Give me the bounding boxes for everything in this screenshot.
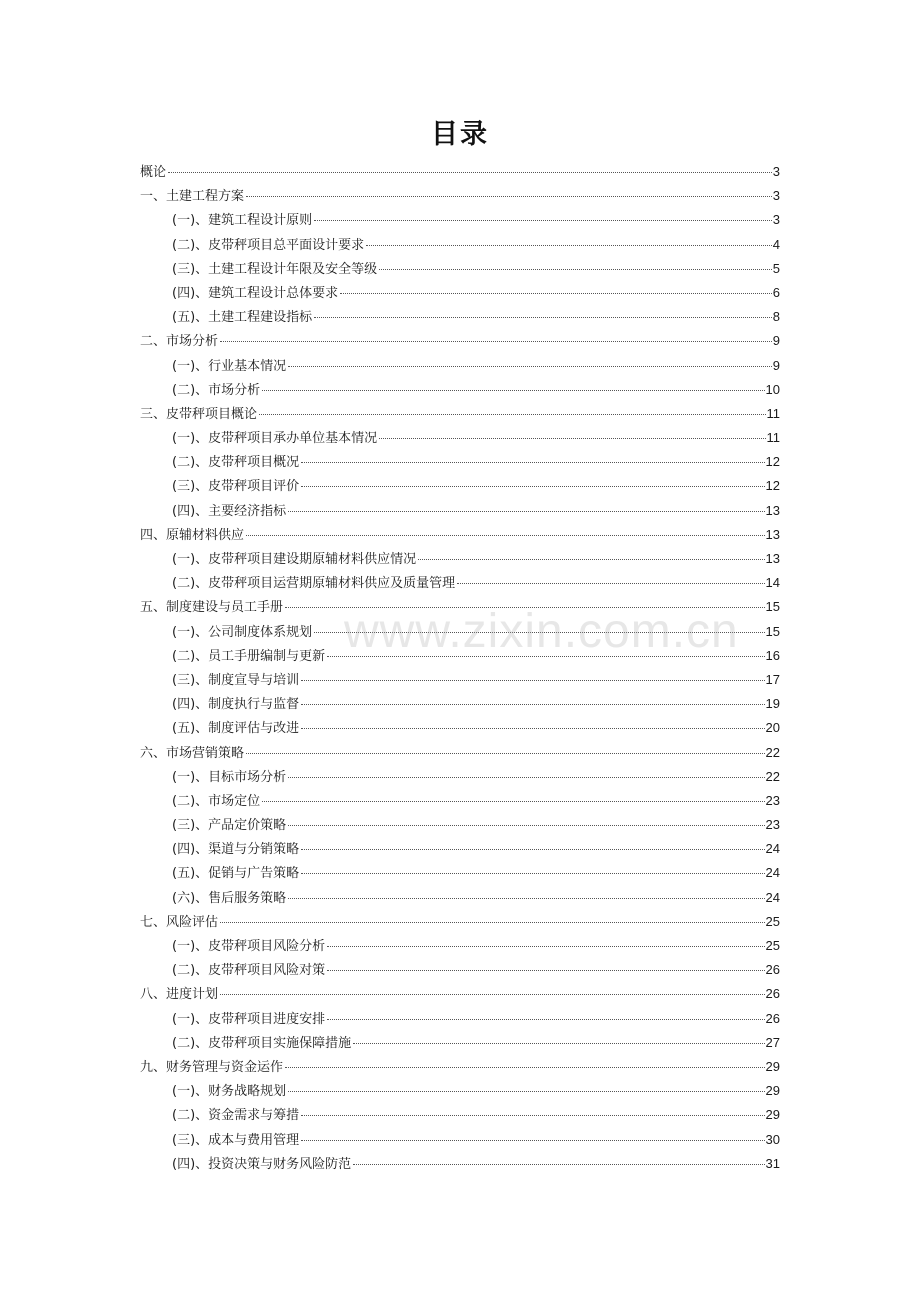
dot-leader	[246, 184, 772, 197]
toc-page-number: 26	[765, 962, 780, 978]
toc-section-entry[interactable]	[140, 1031, 780, 1055]
dot-leader	[288, 886, 764, 899]
toc-page-number: 12	[765, 478, 780, 494]
toc-entry-label: 五、制度建设与员工手册	[140, 600, 284, 616]
dot-leader	[262, 378, 764, 391]
toc-entry-label: 一、土建工程方案	[140, 189, 245, 205]
toc-page-number: 3	[772, 164, 780, 179]
toc-page-number: 6	[772, 284, 780, 300]
dot-leader	[301, 474, 764, 487]
toc-entry-label: (一)、公司制度体系规划	[172, 624, 313, 640]
toc-entry-label: (一)、皮带秤项目建设期原辅材料供应情况	[172, 552, 417, 567]
toc-section-entry[interactable]	[140, 305, 780, 329]
toc-entry-label: 七、风险评估	[140, 914, 219, 930]
toc-entry-label: (三)、产品定价策略	[172, 818, 287, 834]
dot-leader	[353, 1152, 764, 1165]
dot-leader	[301, 1128, 764, 1141]
dot-leader	[301, 1103, 764, 1116]
toc-entry-label: (一)、行业基本情况	[172, 358, 287, 374]
toc-page-number: 24	[765, 865, 780, 881]
toc-entry-label: (二)、员工手册编制与更新	[172, 648, 326, 664]
toc-entry-label: (六)、售后服务策略	[172, 890, 287, 906]
toc-section-entry[interactable]	[140, 861, 780, 885]
toc-page-number: 11	[766, 430, 780, 446]
toc-section-entry[interactable]	[140, 1152, 780, 1176]
toc-page-number: 24	[765, 841, 780, 857]
dot-leader	[168, 160, 772, 173]
watermark: www.zixin.com.cn	[344, 605, 739, 658]
toc-chapter-entry[interactable]	[140, 595, 780, 619]
dot-leader	[301, 716, 764, 729]
toc-entry-label: (一)、目标市场分析	[172, 769, 287, 785]
toc-section-entry[interactable]	[140, 692, 780, 716]
dot-leader	[327, 934, 764, 947]
toc-section-entry[interactable]	[140, 1128, 780, 1152]
toc-page-number: 23	[765, 817, 780, 833]
toc-entry-label: 九、财务管理与资金运作	[140, 1059, 284, 1075]
dot-leader	[301, 692, 764, 705]
dot-leader	[246, 741, 765, 754]
toc-section-entry[interactable]	[140, 1103, 780, 1127]
toc-section-entry[interactable]	[140, 765, 780, 789]
toc-section-entry[interactable]	[140, 571, 780, 595]
toc-page-number: 9	[772, 357, 780, 373]
toc-entry-label: 八、进度计划	[140, 987, 219, 1003]
toc-section-entry[interactable]	[140, 257, 780, 281]
toc-entry-label: (一)、皮带秤项目风险分析	[172, 939, 326, 954]
toc-page-number: 26	[765, 1010, 780, 1026]
toc-chapter-entry[interactable]	[140, 523, 780, 547]
toc-section-entry[interactable]	[140, 813, 780, 837]
toc-page-number: 29	[765, 1058, 780, 1074]
toc-entry-label: (一)、建筑工程设计原则	[172, 213, 313, 229]
dot-leader	[262, 789, 764, 802]
toc-page-number: 12	[765, 454, 780, 470]
toc-section-entry[interactable]	[140, 644, 780, 668]
dot-leader	[379, 257, 772, 270]
toc-section-entry[interactable]	[140, 208, 780, 232]
toc-page-number: 25	[765, 938, 780, 953]
toc-entry-label: 四、原辅材料供应	[140, 527, 245, 543]
dot-leader	[327, 958, 764, 971]
dot-leader	[288, 1079, 764, 1092]
toc-entry-label: (四)、制度执行与监督	[172, 697, 300, 713]
toc-section-entry[interactable]	[140, 354, 780, 378]
toc-entry-label: (五)、促销与广告策略	[172, 866, 300, 882]
dot-leader	[220, 982, 765, 995]
dot-leader	[353, 1031, 764, 1044]
toc-chapter-entry[interactable]	[140, 741, 780, 765]
toc-entry-label: (四)、投资决策与财务风险防范	[172, 1156, 352, 1172]
toc-page-number: 10	[765, 381, 780, 397]
toc-entry-label: (四)、渠道与分销策略	[172, 842, 300, 858]
toc-chapter-entry[interactable]	[140, 982, 780, 1006]
dot-leader	[327, 1007, 764, 1020]
toc-chapter-entry[interactable]	[140, 329, 780, 353]
toc-page-number: 29	[765, 1107, 780, 1123]
toc-entry-label: (二)、皮带秤项目风险对策	[172, 963, 326, 979]
dot-leader	[301, 668, 764, 681]
toc-page-number: 26	[765, 986, 780, 1002]
toc-page-number: 13	[765, 551, 780, 566]
dot-leader	[418, 547, 764, 560]
toc-section-entry[interactable]	[140, 886, 780, 910]
toc-page-number: 17	[765, 671, 780, 687]
toc-section-entry[interactable]	[140, 934, 780, 958]
dot-leader	[288, 499, 764, 512]
toc-chapter-entry[interactable]	[140, 160, 780, 184]
toc-page-number: 15	[765, 599, 780, 615]
dot-leader	[285, 595, 765, 608]
toc-entry-label: (二)、皮带秤项目总平面设计要求	[172, 237, 365, 253]
toc-page-number: 19	[765, 696, 780, 712]
dot-leader	[285, 1055, 765, 1068]
toc-page-number: 16	[765, 647, 780, 663]
dot-leader	[220, 910, 765, 923]
toc-entry-label: (二)、市场定位	[172, 793, 261, 809]
dot-leader	[301, 450, 764, 463]
toc-page-number: 5	[772, 260, 780, 276]
toc-page-number: 20	[765, 720, 780, 736]
toc-entry-label: (三)、皮带秤项目评价	[172, 479, 300, 495]
dot-leader	[220, 329, 772, 342]
toc-section-entry[interactable]	[140, 233, 780, 257]
dot-leader	[314, 208, 772, 221]
toc-page-number: 13	[765, 526, 780, 542]
toc-page-number: 25	[765, 913, 780, 929]
toc-page-number: 22	[765, 744, 780, 760]
dot-leader	[246, 523, 765, 536]
toc-page-number: 24	[765, 889, 780, 905]
toc-entry-label: (二)、皮带秤项目概况	[172, 455, 300, 471]
toc-entry-label: (三)、成本与费用管理	[172, 1132, 300, 1148]
toc-section-entry[interactable]	[140, 1007, 780, 1031]
toc-entry-label: (三)、土建工程设计年限及安全等级	[172, 261, 378, 277]
toc-chapter-entry[interactable]	[140, 1055, 780, 1079]
table-of-contents	[140, 160, 780, 1176]
dot-leader	[366, 233, 772, 246]
toc-entry-label: (二)、皮带秤项目运营期原辅材料供应及质量管理	[172, 576, 456, 592]
toc-page-number: 30	[765, 1131, 780, 1147]
dot-leader	[457, 571, 764, 584]
toc-entry-label: (四)、建筑工程设计总体要求	[172, 285, 339, 301]
toc-page-number: 13	[765, 502, 780, 518]
toc-chapter-entry[interactable]	[140, 402, 780, 426]
dot-leader	[314, 305, 772, 318]
dot-leader	[288, 813, 764, 826]
toc-entry-label: (四)、主要经济指标	[172, 503, 287, 519]
toc-section-entry[interactable]	[140, 958, 780, 982]
toc-page-number: 8	[772, 309, 780, 325]
toc-page-number: 15	[765, 623, 780, 639]
toc-entry-label: (二)、市场分析	[172, 382, 261, 398]
toc-entry-label: (一)、皮带秤项目承办单位基本情况	[172, 431, 378, 447]
toc-section-entry[interactable]	[140, 499, 780, 523]
toc-entry-label: 二、市场分析	[140, 334, 219, 350]
toc-entry-label: (二)、皮带秤项目实施保障措施	[172, 1035, 352, 1051]
dot-leader	[301, 837, 764, 850]
toc-page-number: 9	[772, 333, 780, 349]
toc-section-entry[interactable]	[140, 789, 780, 813]
dot-leader	[379, 426, 765, 439]
toc-section-entry[interactable]	[140, 547, 780, 571]
toc-section-entry[interactable]	[140, 837, 780, 861]
dot-leader	[327, 644, 764, 657]
toc-section-entry[interactable]	[140, 474, 780, 498]
toc-section-entry[interactable]	[140, 426, 780, 450]
toc-chapter-entry[interactable]	[140, 184, 780, 208]
toc-page-number: 3	[772, 212, 780, 228]
toc-page-number: 29	[765, 1083, 780, 1099]
toc-page-number: 11	[766, 405, 780, 421]
toc-page-number: 4	[772, 236, 780, 252]
toc-section-entry[interactable]	[140, 1079, 780, 1103]
toc-entry-label: (一)、皮带秤项目进度安排	[172, 1011, 326, 1027]
toc-page-number: 23	[765, 792, 780, 808]
dot-leader	[301, 861, 764, 874]
dot-leader	[314, 620, 764, 633]
toc-chapter-entry[interactable]	[140, 910, 780, 934]
toc-entry-label: (五)、土建工程建设指标	[172, 310, 313, 326]
toc-section-entry[interactable]	[140, 668, 780, 692]
toc-page-number: 27	[765, 1034, 780, 1050]
toc-section-entry[interactable]	[140, 716, 780, 740]
toc-section-entry[interactable]	[140, 378, 780, 402]
toc-page-number: 3	[772, 188, 780, 204]
dot-leader	[288, 765, 764, 778]
toc-page-number: 31	[765, 1155, 780, 1171]
toc-entry-label: (三)、制度宣导与培训	[172, 672, 300, 688]
toc-title: 目录	[431, 119, 489, 150]
dot-leader	[340, 281, 772, 294]
dot-leader	[288, 354, 772, 367]
toc-entry-label: (一)、财务战略规划	[172, 1084, 287, 1100]
toc-entry-label: 三、皮带秤项目概论	[140, 406, 258, 422]
toc-entry-label: 概论	[140, 165, 167, 180]
toc-entry-label: (二)、资金需求与筹措	[172, 1108, 300, 1124]
toc-section-entry[interactable]	[140, 450, 780, 474]
toc-entry-label: 六、市场营销策略	[140, 745, 245, 761]
toc-page-number: 14	[765, 575, 780, 591]
toc-entry-label: (五)、制度评估与改进	[172, 721, 300, 737]
toc-page-number: 22	[765, 768, 780, 784]
dot-leader	[259, 402, 765, 415]
toc-section-entry[interactable]	[140, 281, 780, 305]
toc-section-entry[interactable]	[140, 620, 780, 644]
